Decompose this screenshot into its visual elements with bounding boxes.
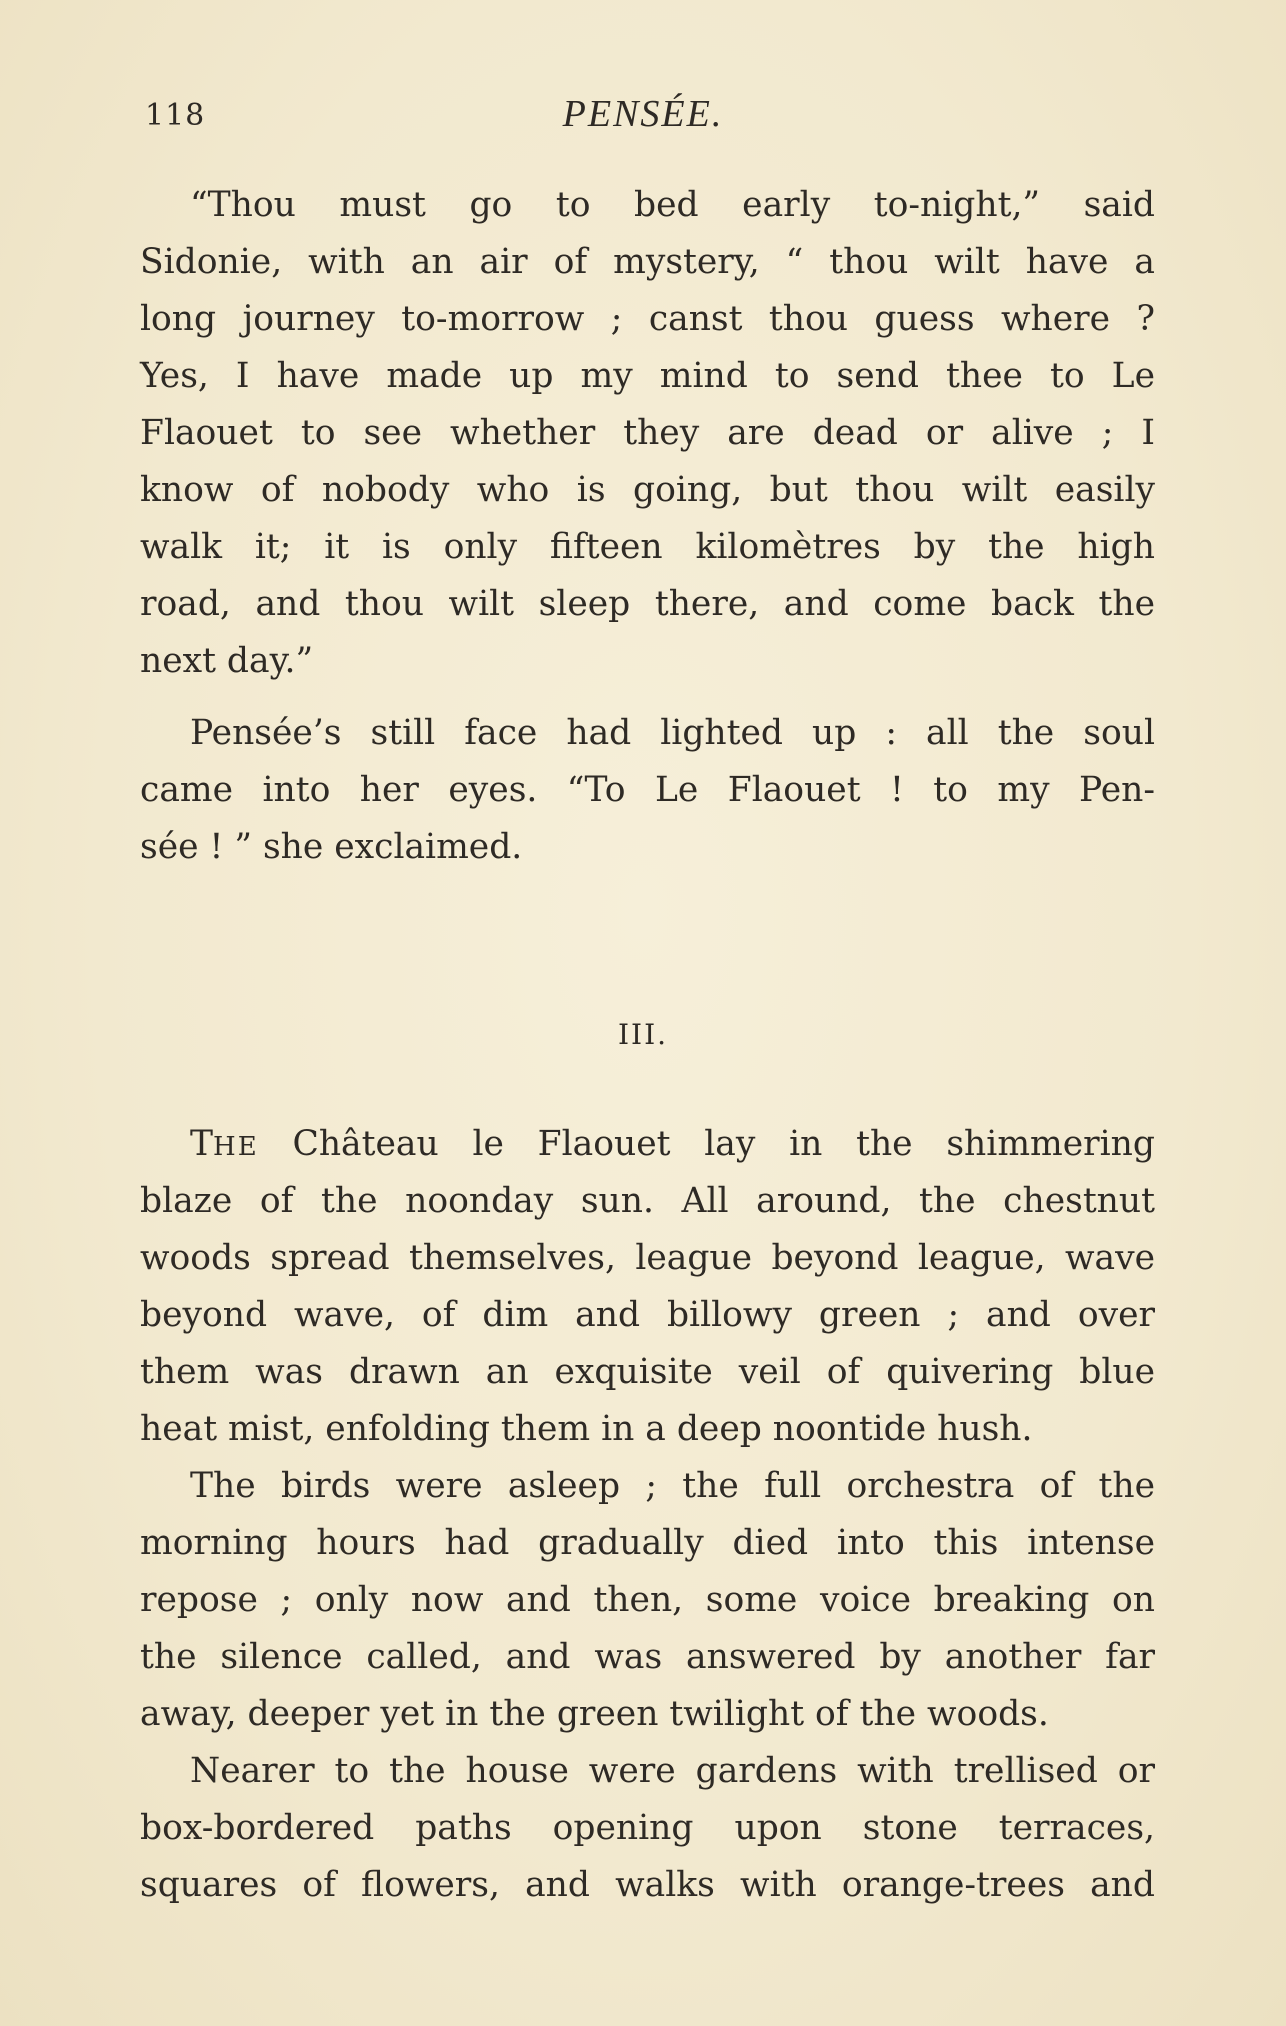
section-number: III. [617,1018,669,1051]
running-head [0,92,1286,142]
text-line: road, and thou wilt sleep there, and come back the [140,584,1155,624]
text-line-opening [190,1115,1155,1173]
text-line: woods spread themselves, league beyond league, wave [140,1238,1155,1278]
text-line: next day.” [140,641,314,681]
text-line: Flaouet to see whether they are dead or alive ; I [140,413,1155,453]
text-line: Nearer to the house were gardens with trellised or [190,1751,1155,1791]
text-line: them was drawn an exquisite veil of quivering blue [140,1352,1155,1392]
opening-line-rest: Château le Flaouet lay in the shimmering [292,1124,1155,1164]
text-line: know of nobody who is going, but thou wilt easily [140,470,1155,510]
text-line: walk it; it is only fifteen kilomètres by the high [140,527,1155,567]
page-number: 118 [145,98,206,133]
text-line: the silence called, and was answered by another far [140,1637,1155,1677]
text-line: heat mist, enfolding them in a deep noontide hush. [140,1409,1033,1449]
text-line: away, deeper yet in the green twilight of the woods. [140,1694,1049,1734]
text-line: Pensée’s still face had lighted up : all the soul [190,713,1155,753]
text-line: long journey to-morrow ; canst thou guess where ? [140,299,1155,339]
text-line: “Thou must go to bed early to-night,” said [190,185,1155,225]
text-line: blaze of the noonday sun. All around, the chestnut [140,1181,1155,1221]
text-line: morning hours had gradually died into this intense [140,1523,1155,1563]
text-line: sée ! ” she exclaimed. [140,827,523,867]
text-line: repose ; only now and then, some voice breaking on [140,1580,1155,1620]
running-title: PENSÉE. [562,93,724,135]
opening-small-caps: HE [213,1132,259,1162]
text-line: Yes, I have made up my mind to send thee to Le [140,356,1155,396]
text-line: squares of flowers, and walks with orange-trees and [140,1865,1155,1905]
text-line: beyond wave, of dim and billowy green ; and over [140,1295,1155,1335]
text-line: Sidonie, with an air of mystery, “ thou wilt have a [140,242,1155,282]
opening-initial: T [190,1124,214,1164]
text-line: box-bordered paths opening upon stone terraces, [140,1808,1155,1848]
text-line: came into her eyes. “To Le Flaouet ! to my Pen- [140,770,1155,810]
text-line: The birds were asleep ; the full orchestra of the [190,1466,1155,1506]
